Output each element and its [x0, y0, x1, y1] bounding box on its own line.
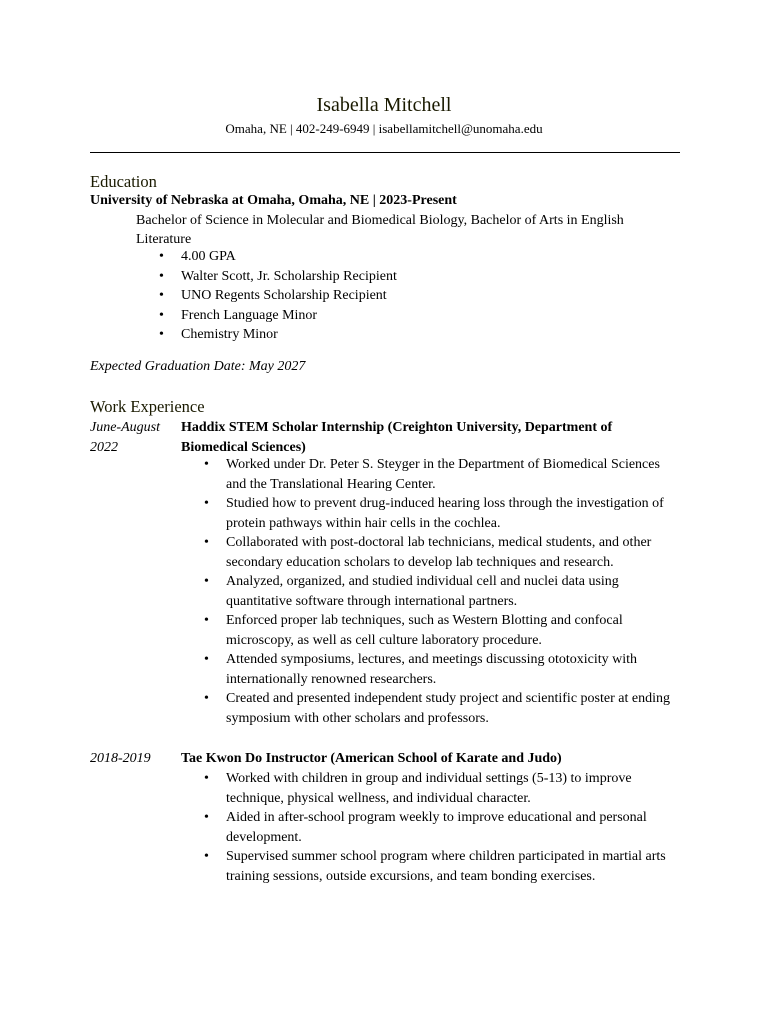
list-item: • Worked with children in group and individual settings (5-13) to improve technique, physical wellness, and individual character. [204, 771, 632, 806]
list-item: • Analyzed, organized, and studied individual cell and nuclei data using quantitative software through international partners. [204, 574, 619, 609]
bullet-icon: • [204, 535, 209, 550]
list-item: • UNO Regents Scholarship Recipient [136, 286, 681, 306]
bullet-icon: • [204, 810, 209, 825]
list-item: • Aided in after-school program weekly to improve educational and personal development. [204, 810, 647, 845]
list-item: • Created and presented independent study project and scientific poster at ending symposium with other scholars and professors. [204, 691, 670, 726]
list-item: • 4.00 GPA [136, 247, 681, 267]
degree-line: Bachelor of Science in Molecular and Biomedical Biology, Bachelor of Arts in English Literature [136, 213, 624, 247]
education-heading: Education [90, 172, 157, 191]
list-item: • Studied how to prevent drug-induced hearing loss through the investigation of protein pathways within hair cells in the cochlea. [204, 496, 664, 531]
bullet-icon: • [159, 249, 164, 264]
list-item: • Collaborated with post-doctoral lab technicians, medical students, and other secondary education scholars to develop lab techniques and research. [204, 535, 652, 570]
candidate-name: Isabella Mitchell [316, 94, 452, 116]
job-date: 2018-2019 [90, 751, 151, 766]
contact-info: Omaha, NE | 402-249-6949 | isabellamitchell@unomaha.edu [225, 121, 543, 136]
job-bullets [181, 455, 681, 728]
education-list [136, 247, 681, 345]
list-item: • Worked under Dr. Peter S. Steyger in the Department of Biomedical Sciences and the Translational Hearing Center. [204, 457, 660, 492]
work-heading: Work Experience [90, 397, 205, 416]
list-item: • Supervised summer school program where children participated in martial arts training sessions, outside excursions, and team bonding exercises. [204, 849, 666, 884]
bullet-icon: • [204, 771, 209, 786]
bullet-icon: • [204, 574, 209, 589]
list-item: • Chemistry Minor [136, 325, 681, 345]
bullet-icon: • [204, 457, 209, 472]
job-title: Tae Kwon Do Instructor (American School of Karate and Judo) [181, 751, 562, 766]
bullet-icon: • [204, 613, 209, 628]
list-item: • French Language Minor [136, 306, 681, 326]
list-item: • Attended symposiums, lectures, and meetings discussing ototoxicity with internationally renowned researchers. [204, 652, 638, 687]
header-divider [90, 152, 680, 153]
bullet-icon: • [159, 288, 164, 303]
bullet-icon: • [204, 496, 209, 511]
list-item: • Enforced proper lab techniques, such as Western Blotting and confocal microscopy, as well as cell culture laboratory procedure. [204, 613, 623, 648]
job-bullets [181, 769, 681, 886]
list-item: • Walter Scott, Jr. Scholarship Recipient [136, 267, 681, 287]
bullet-icon: • [159, 327, 164, 342]
bullet-icon: • [159, 307, 164, 323]
bullet-icon: • [159, 268, 164, 284]
job-title: Haddix STEM Scholar Internship (Creighton University, Department of Biomedical Sciences) [181, 420, 613, 455]
bullet-icon: • [204, 849, 209, 864]
bullet-icon: • [204, 652, 209, 667]
graduation-date: Expected Graduation Date: May 2027 [90, 359, 306, 374]
school-line: University of Nebraska at Omaha, Omaha, NE | 2023-Present [90, 193, 457, 208]
bullet-icon: • [204, 691, 209, 706]
job-date: June-August 2022 [90, 420, 160, 455]
